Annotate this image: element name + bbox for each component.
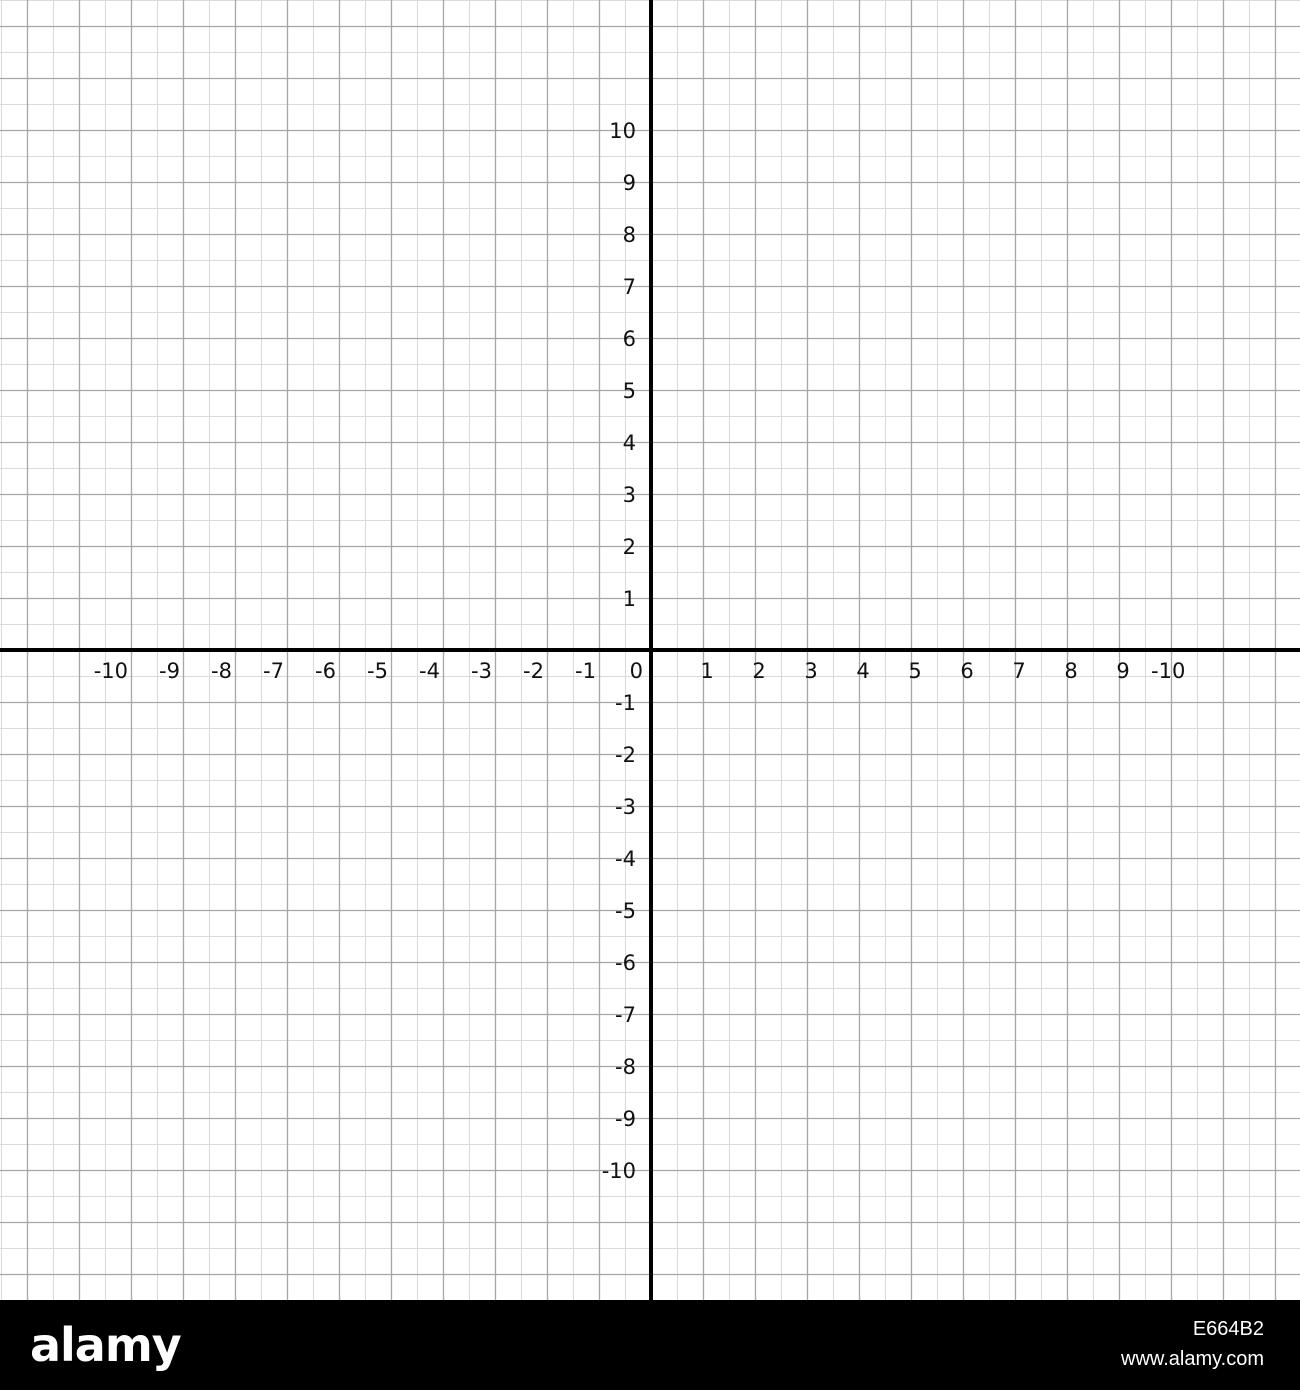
x-tick-label: -10 [93,659,128,683]
y-tick-label: 5 [622,379,636,403]
x-tick-label: 9 [1116,659,1130,683]
watermark-footer [0,1300,1300,1390]
x-tick-label: 3 [804,659,818,683]
x-tick-label: 5 [908,659,922,683]
y-tick-label: 4 [622,431,636,455]
y-tick-label: -9 [615,1107,636,1131]
image-id-text: E664B2 [1192,1318,1264,1340]
x-tick-label: -7 [263,659,284,683]
y-tick-label: -8 [615,1055,636,1079]
x-tick-label: -9 [159,659,180,683]
x-tick-label: 4 [856,659,870,683]
x-axis-tick-labels [94,659,1186,683]
y-tick-label: 9 [622,171,636,195]
y-tick-label: 2 [622,535,636,559]
y-tick-label: 7 [622,275,636,299]
y-tick-label: 10 [609,119,636,143]
y-tick-label: 6 [622,327,636,351]
y-tick-label: -7 [615,1003,636,1027]
y-tick-label: 1 [622,587,636,611]
x-tick-label: 1 [700,659,714,683]
y-tick-label: -10 [601,1159,636,1183]
y-tick-label: -2 [615,743,636,767]
x-tick-label: 8 [1064,659,1078,683]
x-tick-label: -6 [315,659,336,683]
y-tick-label: -1 [615,691,636,715]
y-tick-label: -6 [615,951,636,975]
x-tick-label: -10 [1151,659,1186,683]
alamy-logo: alamy [30,1318,181,1372]
y-tick-label: -3 [615,795,636,819]
x-tick-label: 6 [960,659,974,683]
x-tick-label: 2 [752,659,766,683]
x-tick-label: -1 [575,659,596,683]
x-tick-label: -8 [211,659,232,683]
y-tick-label: -4 [615,847,636,871]
y-tick-label: 8 [622,223,636,247]
y-tick-label: -5 [615,899,636,923]
x-tick-label: -5 [367,659,388,683]
x-tick-label: 7 [1012,659,1026,683]
x-tick-label: -2 [523,659,544,683]
x-tick-label: -4 [419,659,440,683]
x-tick-label: -3 [471,659,492,683]
y-tick-label: 3 [622,483,636,507]
site-url-text: www.alamy.com [1121,1348,1264,1370]
x-tick-label: 0 [629,659,643,683]
